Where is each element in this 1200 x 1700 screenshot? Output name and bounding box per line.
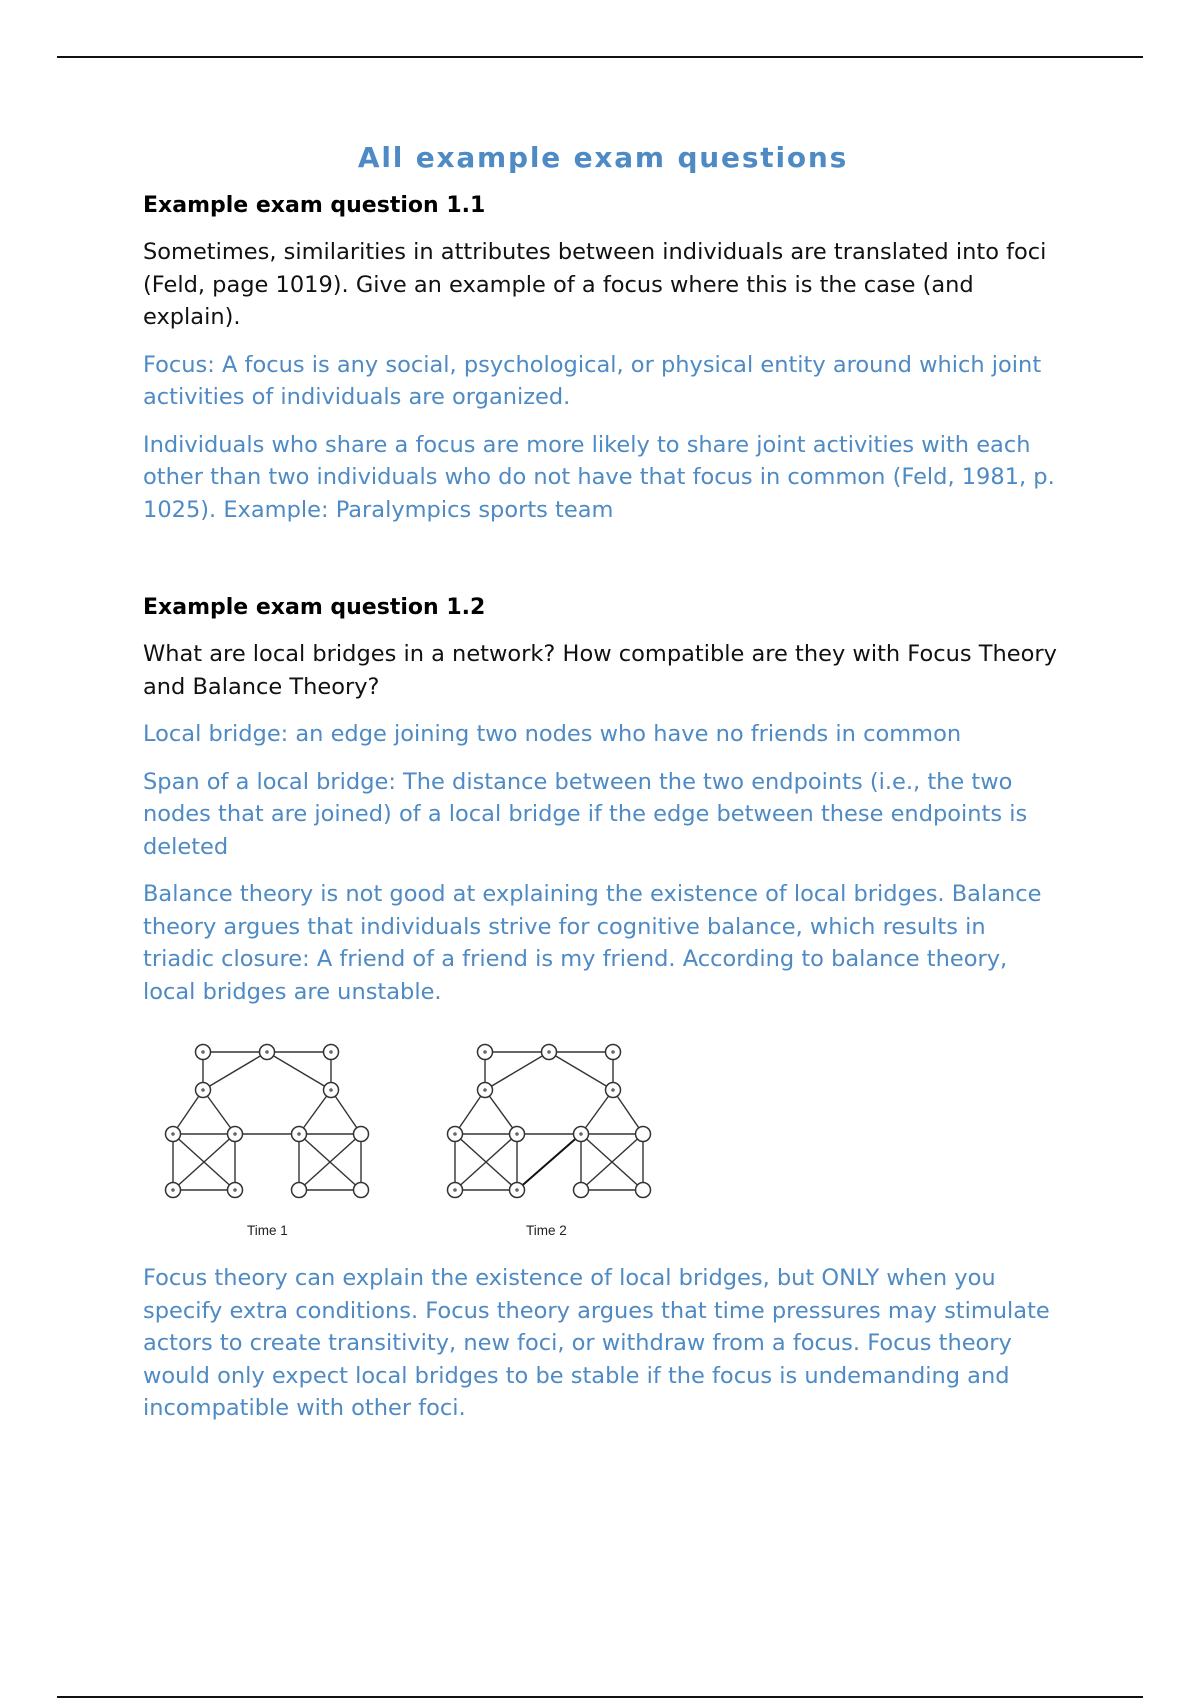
answer-paragraph: Span of a local bridge: The distance between the two endpoints (i.e., the two nodes that are joined) of a local bridge if the edge between these endpoints is deleted [143, 768, 1028, 860]
top-rule [57, 56, 1143, 58]
network-figure [143, 1028, 1063, 1248]
nodes-time-1 [166, 1045, 369, 1198]
answer-paragraph: Focus theory can explain the existence of local bridges, but ONLY when you specify extra conditions. Focus theory argues that time pressures may stimulate actors to create transitivity, new foci, or withdraw from a focus. Focus theory would only expect local bridges to be stable if the focus is undemanding and incompatible with other foci. [143, 1265, 1050, 1421]
answer-paragraph: Balance theory is not good at explaining the existence of local bridges. Balance theory argues that individuals strive for cognitive balance, which results in triadic closure: A friend of a friend is my friend. According to balance theory, local bridges are unstable. [143, 881, 1042, 1005]
nodes-time-2 [448, 1045, 651, 1198]
network-diagram [143, 1028, 673, 1248]
question-text-1-1: Sometimes, similarities in attributes between individuals are translated into foci (Feld, page 1019). Give an example of a focus where this is the case (and explain). [143, 239, 1047, 330]
question-text-1-2: What are local bridges in a network? How compatible are they with Focus Theory and Balance Theory? [143, 641, 1057, 700]
network-time-2 [455, 1052, 643, 1190]
document-body [143, 138, 1063, 1425]
page-title: All example exam questions [357, 141, 849, 174]
section-heading-1-2: Example exam question 1.2 [143, 595, 486, 620]
answer-paragraph: Focus: A focus is any social, psychological, or physical entity around which joint activities of individuals are organized. [143, 351, 1042, 410]
network-time-1 [173, 1052, 361, 1190]
figure-label-time-1: Time 1 [247, 1223, 288, 1238]
figure-label-time-2: Time 2 [526, 1223, 567, 1238]
section-heading-1-1: Example exam question 1.1 [143, 193, 486, 218]
answer-paragraph: Individuals who share a focus are more likely to share joint activities with each other than two individuals who do not have that focus in common (Feld, 1981, p. 1025). Example: Paralympics sports team [143, 431, 1055, 523]
bottom-rule [57, 1696, 1143, 1698]
answer-paragraph: Local bridge: an edge joining two nodes who have no friends in common [143, 721, 962, 747]
